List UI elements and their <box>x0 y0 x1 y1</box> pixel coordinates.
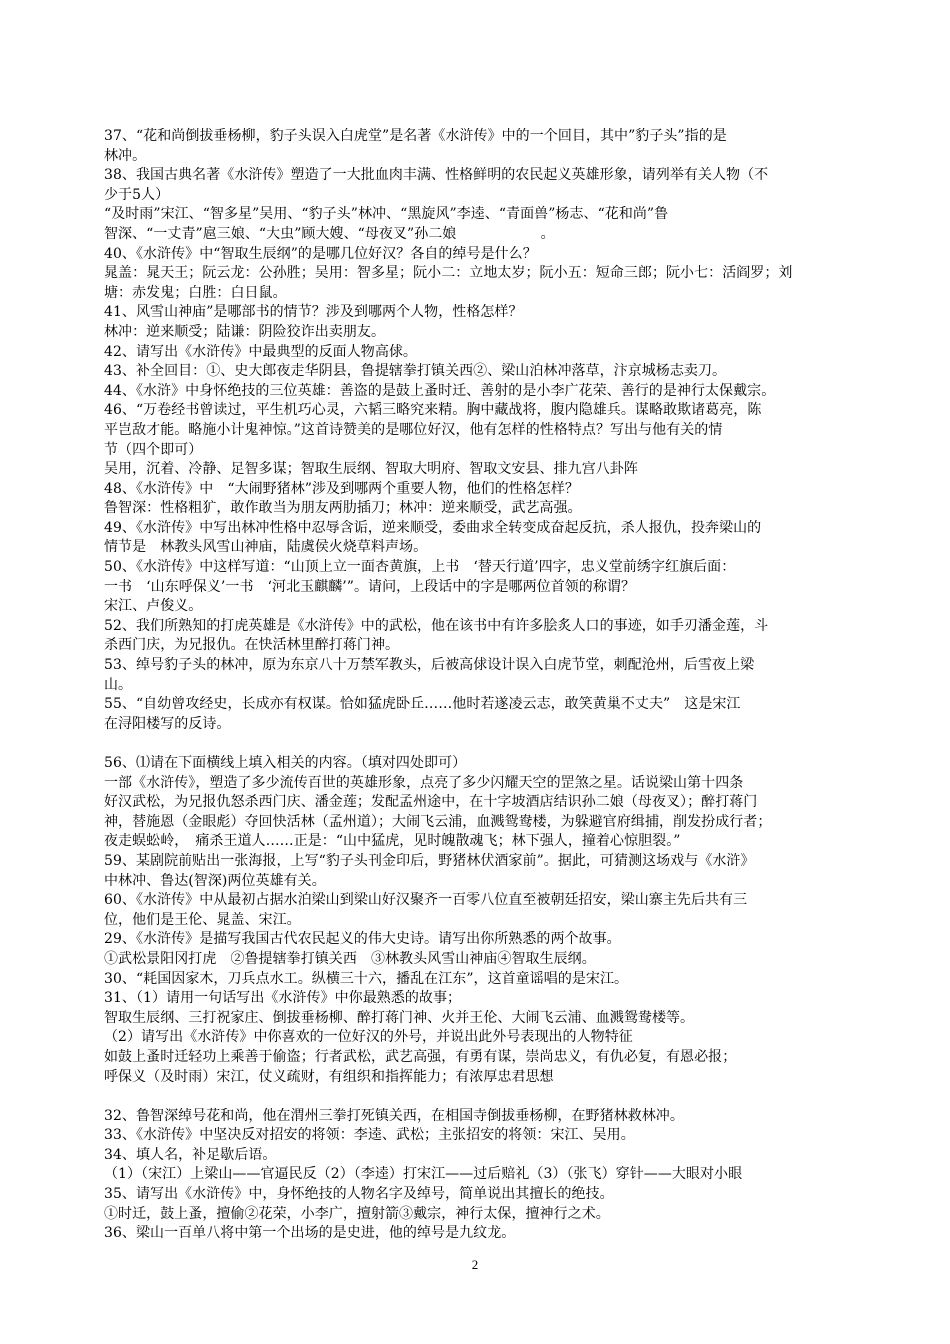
text-line: 50、《水浒传》中这样写道：“山顶上立一面杏黄旗，上书 ‘替天行道’四字，忠义堂前绣字红旗后面： <box>104 559 736 576</box>
text-line: 32、鲁智深绰号花和尚，他在渭州三拳打死镇关西，在相国寺倒拔垂杨柳，在野猪林救林冲。 <box>104 1107 684 1124</box>
blank-line <box>104 734 852 754</box>
text-line: 平岂敌才能。略施小计鬼神惊。”这首诗赞美的是哪位好汉，他有怎样的性格特点？写出与他有关的情 <box>104 421 723 438</box>
text-line: 中林冲、鲁达(智深)两位英雄有关。 <box>104 872 326 889</box>
text-line: 林冲：逆来顺受；陆谦：阴险狡诈出卖朋友。 <box>104 323 385 340</box>
text-line: 林冲。 <box>104 147 147 164</box>
text-line: 情节是 林教头风雪山神庙，陆虞侯火烧草料声场。 <box>104 539 428 556</box>
text-line: 位，他们是王伦、晁盖、宋江。 <box>104 911 301 928</box>
text-line: 53、绰号豹子头的林冲，原为东京八十万禁军教头，后被高俅设计误入白虎节堂，刺配沧州，后雪夜上梁 <box>104 657 755 674</box>
text-line: 塘：赤发鬼；白胜：白日鼠。 <box>104 284 287 301</box>
text-line: 38、我国古典名著《水浒传》塑造了一大批血肉丰满、性格鲜明的农民起义英雄形象，请列举有关人物（不 <box>104 167 769 184</box>
text-line: 34、填人名，补足歇后语。 <box>104 1146 277 1163</box>
text-line: 55、“自幼曾攻经史，长成亦有权谋。恰如猛虎卧丘……他时若遂凌云志，敢笑黄巢不丈夫” 这是宋江 <box>104 696 741 713</box>
text-line: 48、《水浒传》中 “大闹野猪林”涉及到哪两个重要人物，他们的性格怎样？ <box>104 480 579 497</box>
text-line: 37、“花和尚倒拔垂杨柳，豹子头误入白虎堂”是名著《水浒传》中的一个回目，其中”豹子头”指的是 <box>104 128 727 144</box>
text-line: 49、《水浒传》中写出林冲性格中忍辱含诟，逆来顺受，委曲求全转变成奋起反抗，杀人报仇，投奔梁山的 <box>104 519 762 536</box>
text-line: 42、请写出《水浒传》中最典型的反面人物高俅。 <box>104 343 417 360</box>
text-line: （1）（宋江）上梁山——官逼民反（2）（李逵）打宋江——过后赔礼（3）（张飞）穿针——大眼对小眼 <box>104 1166 743 1183</box>
text-line: 神，替施恩（金眼彪）夺回快活林（孟州道）；大闹飞云浦，血溅鸳鸯楼，为躲避官府缉捕，削发扮成行者； <box>104 813 772 830</box>
text-line: 31、（1）请用一句话写出《水浒传》中你最熟悉的故事； <box>104 990 462 1007</box>
text-line: 52、我们所熟知的打虎英雄是《水浒传》中的武松，他在该书中有许多脍炙人口的事迹，如手刃潘金莲，斗 <box>104 617 769 634</box>
text-line: ①时迁，鼓上蚤，擅偷②花荣，小李广，擅射箭③戴宗，神行太保，擅神行之术。 <box>104 1205 610 1222</box>
text-line: 40、《水浒传》中“智取生辰纲”的是哪几位好汉？各自的绰号是什么？ <box>104 245 537 262</box>
text-line: 43、补全回目：①、史大郎夜走华阴县，鲁提辖拳打镇关西②、梁山泊林冲落草，汴京城杨志卖刀。 <box>104 363 727 380</box>
text-line: 宋江、卢俊义。 <box>104 598 203 615</box>
text-line: 如鼓上蚤时迁轻功上乘善于偷盗；行者武松，武艺高强，有勇有谋，崇尚忠义，有仇必复，有恩必报； <box>104 1048 737 1065</box>
text-line: 一部《水浒传》，塑造了多少流传百世的英雄形象，点亮了多少闪耀天空的罡煞之星。话说梁山第十四条 <box>104 774 744 791</box>
text-line: 少于5人） <box>104 186 170 203</box>
text-line: “及时雨”宋江、“智多星”吴用、“豹子头”林冲、“黑旋风”李逵、“青面兽”杨志、“花和尚”鲁 <box>104 206 669 223</box>
text-line: 36、梁山一百单八将中第一个出场的是史进，他的绰号是九纹龙。 <box>104 1225 516 1242</box>
text-line: 59、某剧院前贴出一张海报，上写“豹子头刊金印后，野猪林伏酒家前”。据此，可猜测这场戏与《水浒》 <box>104 852 755 869</box>
text-line: 46、“万卷经书曾读过，平生机巧心灵，六韬三略究来精。胸中藏战将，腹内隐雄兵。谋略敢欺诸葛亮，陈 <box>104 402 762 419</box>
text-line: 30、“耗国因家木，刀兵点水工。纵横三十六，播乱在江东”，这首童谣唱的是宋江。 <box>104 970 629 987</box>
text-line: 节（四个即可） <box>104 441 203 458</box>
text-line: 杀西门庆，为兄报仇。在快活林里醉打蒋门神。 <box>104 637 400 654</box>
text-line: 山。 <box>104 676 133 693</box>
text-line: 44、《水浒》中身怀绝技的三位英雄：善盗的是鼓上蚤时迁、善射的是小李广花荣、善行的是神行太保戴宗。 <box>104 382 776 399</box>
text-line: （2）请写出《水浒传》中你喜欢的一位好汉的外号，并说出此外号表现出的人物特征 <box>104 1029 633 1046</box>
text-line: 智深、“一丈青”扈三娘、“大虫”顾大嫂、“母夜叉”孙二娘 。 <box>104 225 555 242</box>
text-line: 吴用，沉着、冷静、足智多谋；智取生辰纲、智取大明府、智取文安县、排九宫八卦阵 <box>104 461 638 478</box>
text-line: 呼保义（及时雨）宋江，仗义疏财，有组织和指挥能力；有浓厚忠君思想 <box>104 1068 554 1085</box>
document-body <box>104 127 852 1244</box>
text-line: 鲁智深：性格粗犷，敢作敢当为朋友两肋插刀；林冲：逆来顺受，武艺高强。 <box>104 500 582 517</box>
text-line: 在浔阳楼写的反诗。 <box>104 715 231 732</box>
text-line: 夜走蜈蚣岭， 痛杀王道人……正是：“山中猛虎，见时魄散魂飞；林下强人，撞着心惊胆裂。” <box>104 833 681 850</box>
text-line: 56、⑴请在下面横线上填入相关的内容。（填对四处即可） <box>104 755 467 771</box>
text-line: 晁盖：晁天王；阮云龙：公孙胜；吴用：智多星；阮小二：立地太岁；阮小五：短命三郎；阮小七：活阎罗；刘 <box>104 265 793 282</box>
text-line: 60、《水浒传》中从最初占据水泊梁山到梁山好汉聚齐一百零八位直至被朝廷招安，梁山寨主先后共有三 <box>104 892 748 909</box>
text-line: 智取生辰纲、三打祝家庄、倒拔垂杨柳、醉打蒋门神、火并王伦、大闹飞云浦、血溅鸳鸯楼等。 <box>104 1009 695 1026</box>
text-line: ①武松景阳冈打虎 ②鲁提辖拳打镇关西 ③林教头风雪山神庙④智取生辰纲。 <box>104 950 596 967</box>
text-line: 41、风雪山神庙”是哪部书的情节？涉及到哪两个人物，性格怎样？ <box>104 304 523 321</box>
page-number: 2 <box>471 1257 479 1272</box>
text-line: 29、《水浒传》是描写我国古代农民起义的伟大史诗。请写出你所熟悉的两个故事。 <box>104 931 621 948</box>
text-line: 好汉武松，为兄报仇怒杀西门庆、潘金莲；发配孟州途中，在十字坡酒店结识孙二娘（母夜叉）；醉打蒋门 <box>104 794 758 811</box>
text-line: 33、《水浒传》中坚决反对招安的将领：李逵、武松；主张招安的将领：宋江、吴用。 <box>104 1127 635 1144</box>
text-line: 一书 ‘山东呼保义’一书 ‘河北玉麒麟’”。请问，上段话中的字是哪两位首领的称谓？ <box>104 578 636 595</box>
blank-line <box>104 1087 852 1107</box>
text-line: 35、请写出《水浒传》中，身怀绝技的人物名字及绰号，简单说出其擅长的绝技。 <box>104 1186 614 1203</box>
